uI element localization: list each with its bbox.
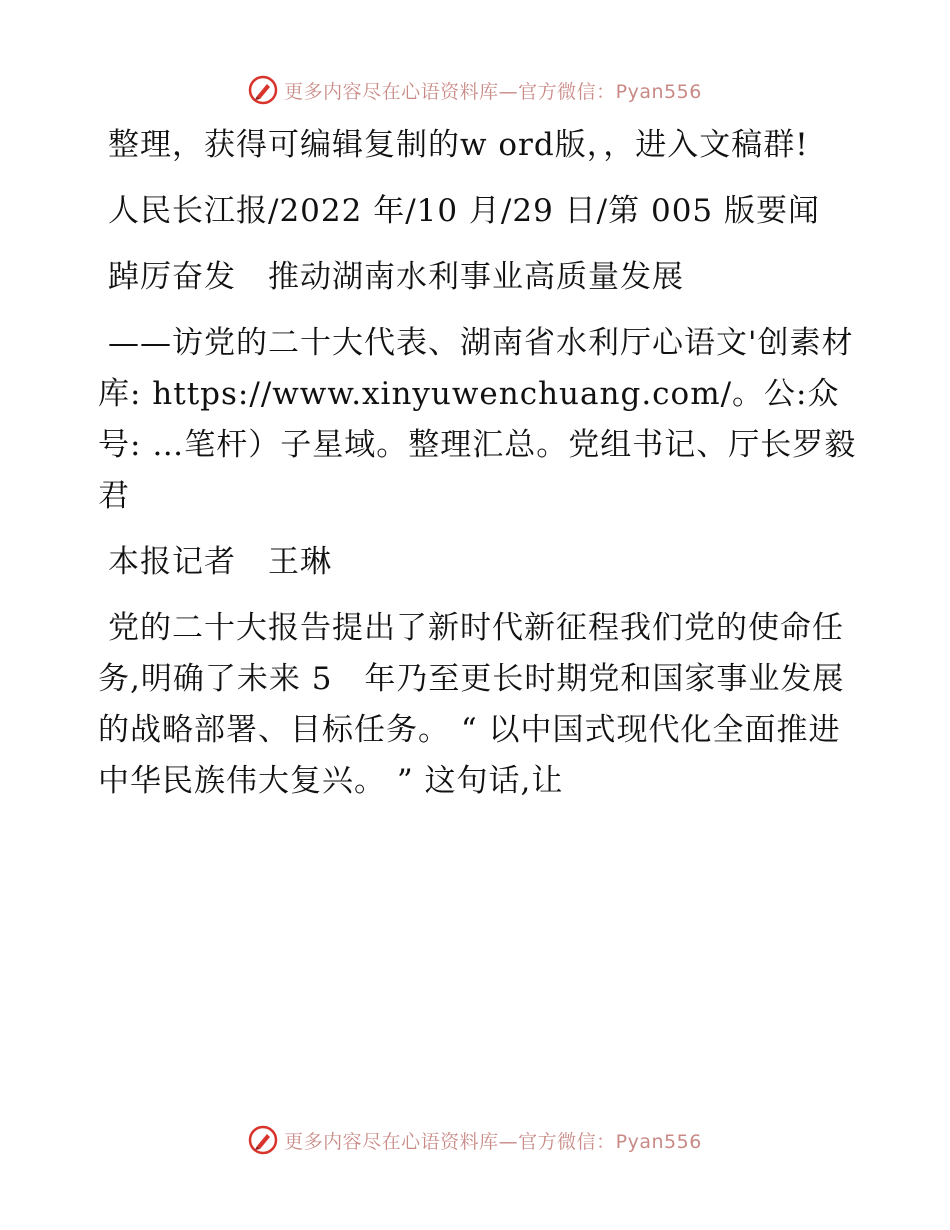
intro-text: 整理，获得可编辑复制的w ord版，，进入文稿群! [108, 127, 809, 163]
pen-logo-icon [248, 1125, 278, 1155]
article-subtitle [98, 318, 858, 522]
document-body [98, 120, 858, 822]
source-line [98, 186, 858, 237]
title-text: 踔厉奋发 推动湖南水利事业高质量发展 [108, 259, 684, 295]
source-text: 人民长江报/2022 年/10 月/29 日/第 005 版要闻 [108, 193, 821, 229]
intro-paragraph [98, 120, 858, 171]
header-banner [0, 70, 950, 110]
byline [98, 537, 858, 588]
footer-banner [0, 1120, 950, 1160]
footer-banner-text: 更多内容尽在心语资料库—官方微信：Pyan556 [284, 1130, 702, 1153]
byline-text: 本报记者 王琳 [108, 544, 332, 580]
body-paragraph [98, 603, 858, 807]
pen-logo-icon [248, 75, 278, 105]
body-text: 党的二十大报告提出了新时代新征程我们党的使命任务,明确了未来 5 年乃至更长时期党和国家事业发展的战略部署、目标任务。 “ 以中国式现代化全面推进中华民族伟大复兴。 ” 这句话,让 [98, 610, 845, 799]
header-banner-text: 更多内容尽在心语资料库—官方微信：Pyan556 [284, 80, 702, 103]
article-title [98, 252, 858, 303]
subtitle-text: ——访党的二十大代表、湖南省水利厅心语文'创素材库: https://www.xinyuwenchuang.com/。公:众号: …笔杆）子星域。整理汇总。党组书记、厅长罗毅君 [98, 325, 857, 514]
